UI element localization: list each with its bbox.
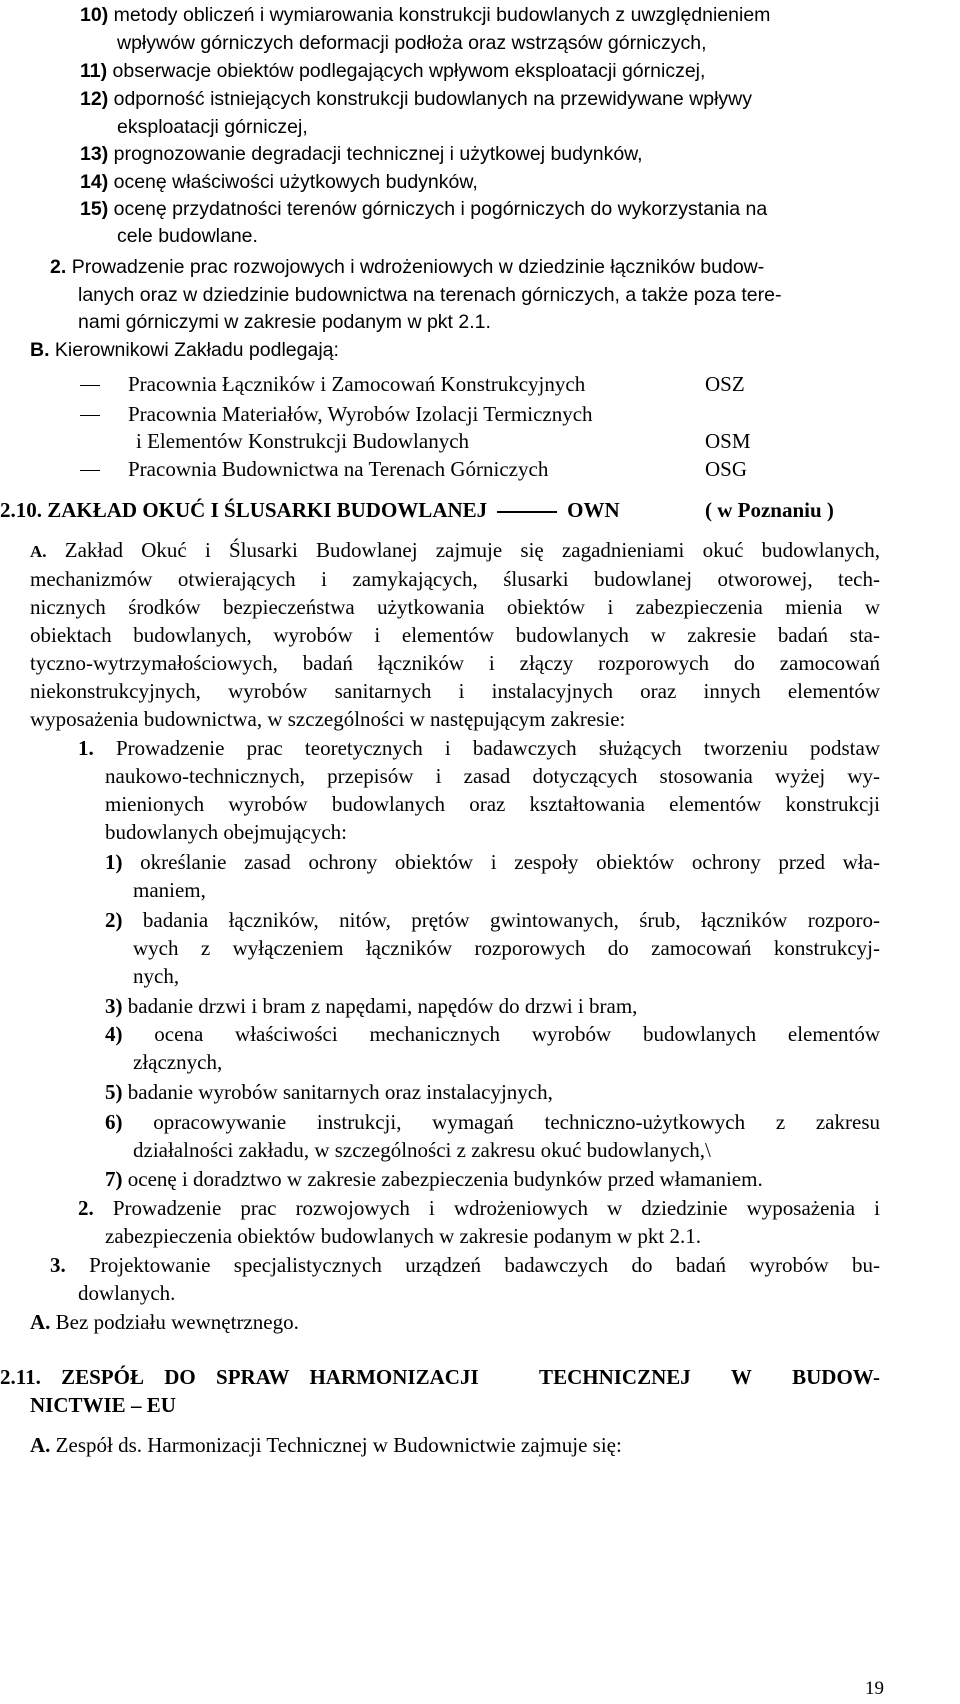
intro-line: mechanizmów otwierających i zamykających, ślusarki budowlanej otworowej, tech- bbox=[30, 567, 880, 591]
point-1-line: naukowo-technicznych, przepisów i zasad dotyczących stosowania wyżej wy- bbox=[105, 764, 880, 788]
list-item: 12) odporność istniejących konstrukcji budowlanych na przewidywane wpływy bbox=[80, 88, 753, 110]
intro-line: obiektach budowlanych, wyrobów i elementów budowlanych w zakresie badań sta- bbox=[30, 623, 880, 647]
intro-line: nicznych środków bezpieczeństwa użytkowania obiektów i zabezpieczenia mienia w bbox=[30, 595, 880, 619]
lab-row: Pracownia Budownictwa na Terenach Górniczych bbox=[80, 456, 548, 482]
dash-bullet bbox=[80, 415, 100, 416]
point-3-line: dowlanych. bbox=[78, 1281, 176, 1305]
intro-line: wyposażenia budownictwa, w szczególności w następującym zakresie: bbox=[30, 707, 626, 731]
point-2-line: zabezpieczenia obiektów budowlanych w zakresie podanym w pkt 2.1. bbox=[105, 1224, 701, 1248]
point-b: B. Kierownikowi Zakładu podlegają: bbox=[30, 339, 339, 361]
list-item: 7) ocenę i doradztwo w zakresie zabezpieczenia budynków przed włamaniem. bbox=[105, 1167, 763, 1191]
list-item-continuation: eksploatacji górniczej, bbox=[117, 116, 308, 138]
point-2-continuation: nami górniczymi w zakresie podanym w pkt 2.1. bbox=[78, 311, 491, 333]
list-item-continuation: wpływów górniczych deformacji podłoża oraz wstrząsów górniczych, bbox=[117, 32, 707, 54]
list-item: 15) ocenę przydatności terenów górniczych i pogórniczych do wykorzystania na bbox=[80, 198, 768, 220]
section-heading-2-10: 2.10. ZAKŁAD OKUĆ I ŚLUSARKI BUDOWLANEJ OWN bbox=[0, 498, 620, 522]
list-item: 10) metody obliczeń i wymiarowania konstrukcji budowlanych z uwzględnieniem bbox=[80, 4, 771, 26]
point-3-first-line: 3. Projektowanie specjalistycznych urządzeń badawczych do badań wyrobów bu- bbox=[50, 1253, 880, 1277]
list-item: 5) badanie wyrobów sanitarnych oraz instalacyjnych, bbox=[105, 1080, 553, 1104]
list-item: 4) ocena właściwości mechanicznych wyrobów budowlanych elementów bbox=[105, 1022, 881, 1046]
point-1-line: mienionych wyrobów budowlanych oraz kształtowania elementów konstrukcji bbox=[105, 792, 880, 816]
lab-row-continuation: i Elementów Konstrukcji Budowlanych bbox=[136, 429, 470, 453]
list-item: 14) ocenę właściwości użytkowych budynków, bbox=[80, 171, 478, 193]
list-item-continuation: wych z wyłączeniem łączników rozporowych do zamocowań konstrukcyj- bbox=[133, 936, 880, 960]
list-item-continuation: cele budowlane. bbox=[117, 225, 258, 247]
point-2-continuation: lanych oraz w dziedzinie budownictwa na terenach górniczych, a także poza tere- bbox=[78, 284, 782, 306]
intro-first-line: A. Zakład Okuć i Ślusarki Budowlanej zajmuje się zagadnieniami okuć budowlanych, bbox=[30, 538, 881, 562]
section-location: ( w Poznaniu ) bbox=[705, 498, 834, 522]
point-1-first-line: 1. Prowadzenie prac teoretycznych i badawczych służących tworzeniu podstaw bbox=[78, 736, 881, 760]
lab-code: OSG bbox=[705, 457, 748, 481]
intro-line: tyczno-wytrzymałościowych, badań łączników i złączy rozporowych do zamocowań bbox=[30, 651, 880, 675]
point-1-line: budowlanych obejmujących: bbox=[105, 820, 348, 844]
page-number: 19 bbox=[865, 1678, 884, 1699]
list-item: 11) obserwacje obiektów podlegających wpływom eksploatacji górniczej, bbox=[80, 60, 706, 82]
list-item: 2) badania łączników, nitów, prętów gwintowanych, śrub, łączników rozporo- bbox=[105, 908, 881, 932]
list-item: 6) opracowywanie instrukcji, wymagań techniczno-użytkowych z zakresu bbox=[105, 1110, 880, 1134]
heading-dash bbox=[497, 511, 557, 513]
dash-bullet bbox=[80, 385, 100, 386]
list-item-continuation: maniem, bbox=[133, 878, 206, 902]
list-item: 1) określanie zasad ochrony obiektów i zespoły obiektów ochrony przed wła- bbox=[105, 850, 880, 874]
point-2-first-line: 2. Prowadzenie prac rozwojowych i wdrożeniowych w dziedzinie wyposażenia i bbox=[78, 1196, 880, 1220]
lab-code: OSZ bbox=[705, 372, 745, 396]
point-a-no-division: A. Bez podziału wewnętrznego. bbox=[30, 1310, 299, 1334]
dash-bullet bbox=[80, 470, 100, 471]
section-heading-2-11: 2.11. ZESPÓŁ DO SPRAW HARMONIZACJI TECHNICZNEJ W BUDOW- bbox=[0, 1365, 880, 1389]
list-item-continuation: złącznych, bbox=[133, 1050, 223, 1074]
lab-row: Pracownia Łączników i Zamocowań Konstrukcyjnych bbox=[80, 371, 585, 397]
lab-row: Pracownia Materiałów, Wyrobów Izolacji Termicznych bbox=[80, 401, 593, 427]
list-item: 3) badanie drzwi i bram z napędami, napędów do drzwi i bram, bbox=[105, 994, 638, 1018]
list-item-continuation: działalności zakładu, w szczególności z zakresu okuć budowlanych,\ bbox=[133, 1138, 711, 1162]
lab-code: OSM bbox=[705, 429, 751, 453]
list-item: 13) prognozowanie degradacji technicznej i użytkowej budynków, bbox=[80, 143, 643, 165]
point-2: 2. Prowadzenie prac rozwojowych i wdrożeniowych w dziedzinie łączników budow- bbox=[50, 256, 765, 278]
section-2-11-intro: A. Zespół ds. Harmonizacji Technicznej w Budownictwie zajmuje się: bbox=[30, 1433, 622, 1457]
intro-line: niekonstrukcyjnych, wyrobów sanitarnych i instalacyjnych oraz innych elementów bbox=[30, 679, 880, 703]
section-heading-2-11-continuation: NICTWIE – EU bbox=[30, 1393, 176, 1417]
list-item-continuation: nych, bbox=[133, 964, 180, 988]
